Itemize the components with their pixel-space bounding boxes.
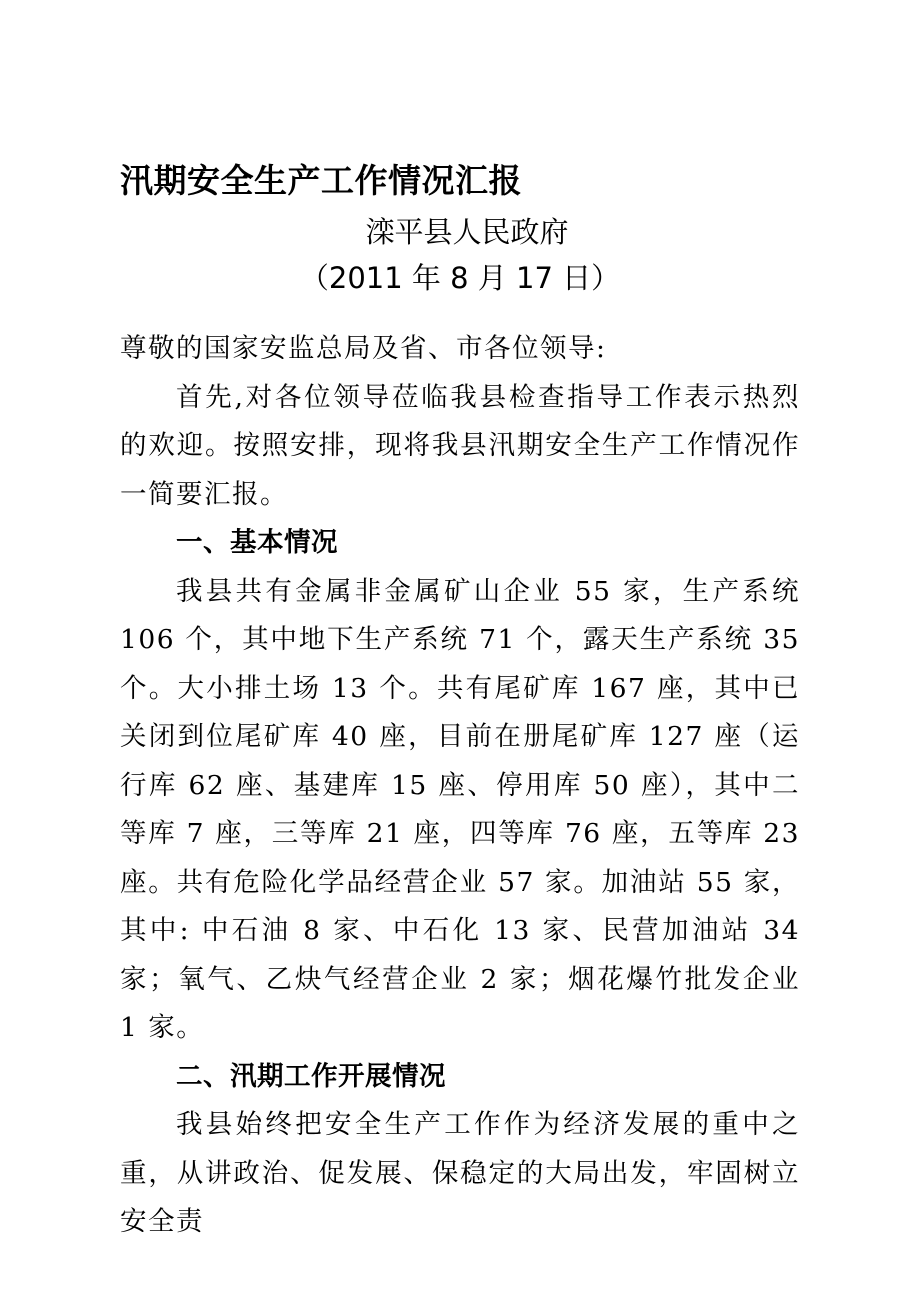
document-title: 汛期安全生产工作情况汇报	[120, 161, 522, 200]
section-heading-basic: 一、基本情况	[176, 527, 338, 558]
document-body	[120, 325, 800, 1247]
document-date: （2011 年 8 月 17 日）	[299, 261, 621, 295]
intro-paragraph: 首先,对各位领导莅临我县检查指导工作表示热烈的欢迎。按照安排，现将我县汛期安全生产工作情况作一简要汇报。	[120, 381, 800, 510]
salutation: 尊敬的国家安监总局及省、市各位领导:	[120, 333, 607, 364]
section-body-flood-work: 我县始终把安全生产工作作为经济发展的重中之重，从讲政治、促发展、保稳定的大局出发，牢固树立安全责	[120, 1109, 800, 1237]
section-heading-flood-work: 二、汛期工作开展情况	[176, 1060, 446, 1092]
section-body-basic: 我县共有金属非金属矿山企业 55 家，生产系统 106 个，其中地下生产系统 71 个，露天生产系统 35 个。大小排土场 13 个。共有尾矿库 167 座，其中已关闭到位尾矿库 40 座，目前在册尾矿库 127 座（运行库 62 座、基建库 15 座、停用库 50 座），其中二等库 7 座，三等库 21 座，四等库 76 座，五等库 23 座。共有危险化学品经营企业 57 家。加油站 55 家，其中: 中石油 8 家、中石化 13 家、民营加油站 34 家；氧气、乙炔气经营企业 2 家；烟花爆竹批发企业 1 家。	[120, 575, 800, 1043]
issuing-organization: 滦平县人民政府	[365, 215, 569, 249]
